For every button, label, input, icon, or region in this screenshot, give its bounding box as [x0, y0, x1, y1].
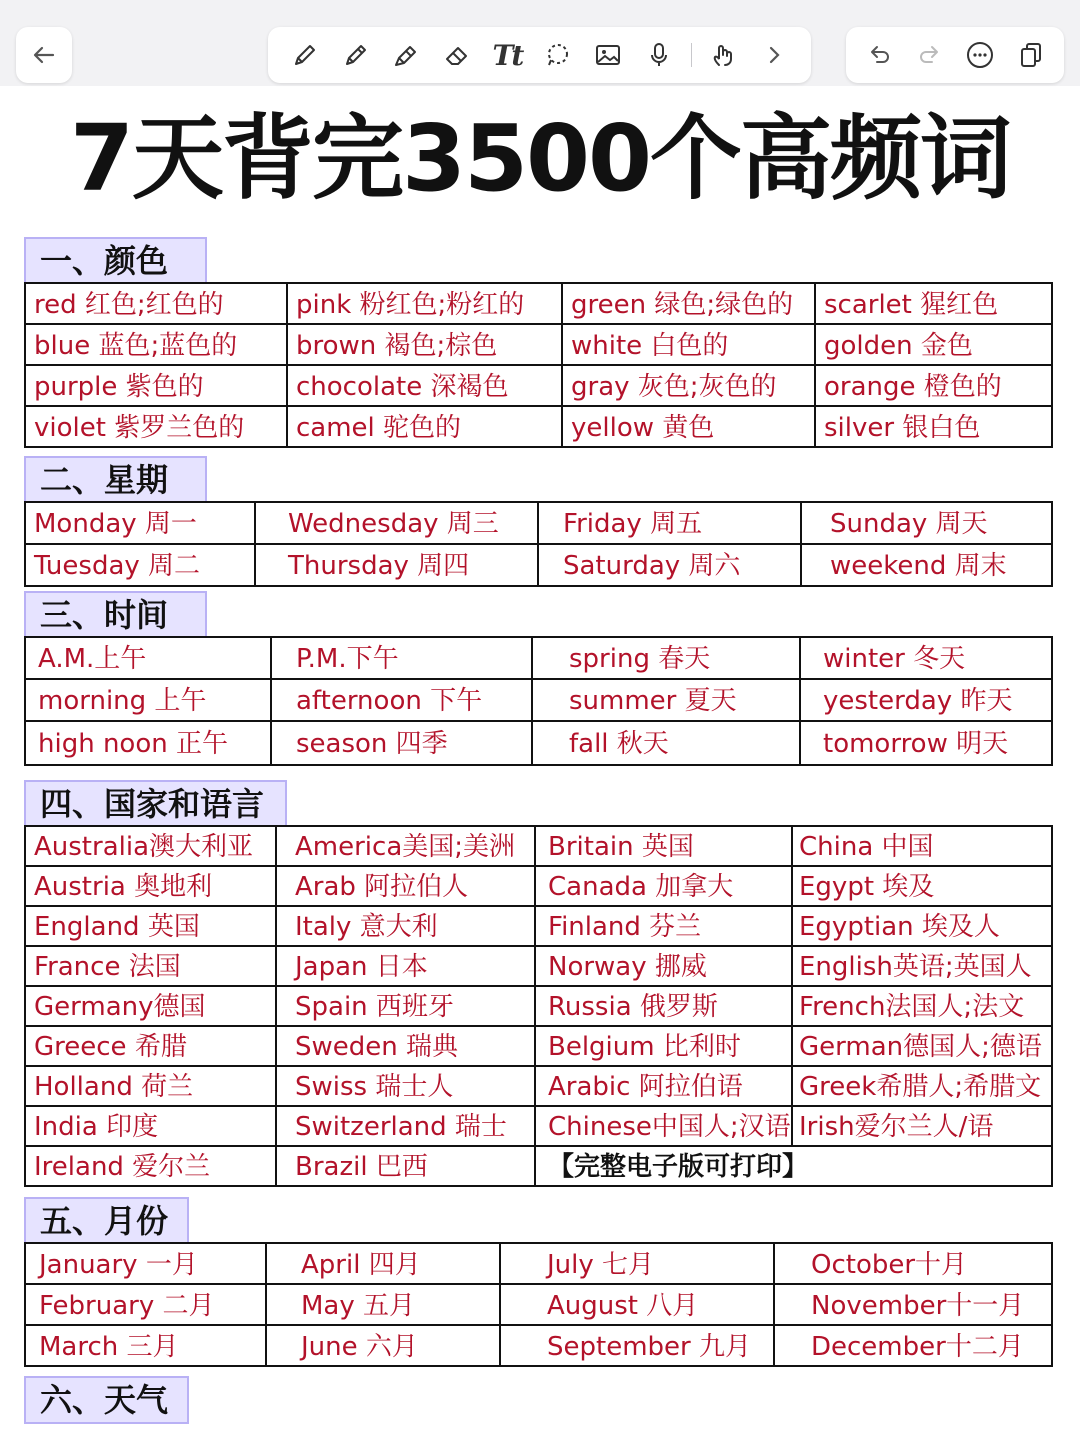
vocab-cell: purple 紫色的 — [25, 365, 287, 406]
vocab-cell: India 印度 — [25, 1106, 276, 1146]
vocab-cell: Sweden 瑞典 — [276, 1026, 535, 1066]
vocab-cell: Holland 荷兰 — [25, 1066, 276, 1106]
vocab-cell: French法国人;法文 — [792, 986, 1052, 1026]
vocab-cell: America美国;美洲 — [276, 826, 535, 866]
vocab-cell: Monday 周一 — [25, 502, 255, 544]
vocab-cell: Spain 西班牙 — [276, 986, 535, 1026]
vocab-cell: brown 褐色;棕色 — [287, 324, 562, 365]
table-row — [25, 679, 1052, 721]
back-arrow-icon — [25, 36, 63, 74]
vocab-cell: Switzerland 瑞士 — [276, 1106, 535, 1146]
vocab-cell: Saturday 周六 — [538, 544, 801, 586]
vocab-cell: December十二月 — [774, 1325, 1052, 1366]
vocab-cell: green 绿色;绿色的 — [562, 283, 815, 324]
table-row — [25, 986, 1052, 1026]
table-row — [25, 637, 1052, 679]
text-icon[interactable]: Tt — [492, 38, 523, 72]
vocab-cell: Egypt 埃及 — [792, 866, 1052, 906]
table-row — [25, 721, 1052, 765]
table-row — [25, 1325, 1052, 1366]
table-row — [25, 1146, 1052, 1186]
vocab-cell: France 法国 — [25, 946, 276, 986]
toolbar-separator — [691, 43, 692, 67]
section-label-weekdays: 二、星期 — [24, 456, 207, 502]
table-row — [25, 906, 1052, 946]
vocab-cell: yesterday 昨天 — [800, 679, 1052, 721]
vocab-cell: orange 橙色的 — [815, 365, 1052, 406]
vocab-cell: Wednesday 周三 — [255, 502, 538, 544]
vocab-cell: spring 春天 — [532, 637, 800, 679]
vocab-cell: Arab 阿拉伯人 — [276, 866, 535, 906]
table-row — [25, 365, 1052, 406]
table-row — [25, 1106, 1052, 1146]
vocab-cell: Greece 希腊 — [25, 1026, 276, 1066]
vocab-cell: Greek希腊人;希腊文 — [792, 1066, 1052, 1106]
vocab-cell: May 五月 — [266, 1284, 500, 1325]
table-row — [25, 324, 1052, 365]
vocab-cell: March 三月 — [25, 1325, 266, 1366]
page-actions — [846, 27, 1064, 83]
microphone-icon[interactable] — [640, 36, 678, 74]
vocab-cell: pink 粉红色;粉红的 — [287, 283, 562, 324]
vocab-cell: season 四季 — [271, 721, 532, 765]
vocab-table-countries — [24, 825, 1053, 1187]
vocab-cell: high noon 正午 — [25, 721, 271, 765]
redo-icon[interactable] — [911, 36, 949, 74]
vocab-cell: golden 金色 — [815, 324, 1052, 365]
section-label-colors: 一、颜色 — [24, 237, 207, 283]
vocab-cell: October十月 — [774, 1243, 1052, 1284]
vocab-cell: Brazil 巴西 — [276, 1146, 535, 1186]
vocab-cell: English英语;英国人 — [792, 946, 1052, 986]
vocab-cell: April 四月 — [266, 1243, 500, 1284]
section-label-time: 三、时间 — [24, 591, 207, 637]
table-row — [25, 283, 1052, 324]
table-row — [25, 826, 1052, 866]
vocab-cell: P.M.下午 — [271, 637, 532, 679]
vocab-cell: China 中国 — [792, 826, 1052, 866]
vocab-cell: August 八月 — [500, 1284, 774, 1325]
vocab-cell: September 九月 — [500, 1325, 774, 1366]
back-button[interactable] — [16, 27, 72, 83]
vocab-cell: Australia澳大利亚 — [25, 826, 276, 866]
image-icon[interactable] — [589, 36, 627, 74]
vocab-cell: silver 银白色 — [815, 406, 1052, 447]
section-label-countries: 四、国家和语言 — [24, 780, 287, 826]
table-row — [25, 1284, 1052, 1325]
vocab-cell: Germany德国 — [25, 986, 276, 1026]
vocab-cell: January 一月 — [25, 1243, 266, 1284]
table-row — [25, 946, 1052, 986]
vocab-cell: Chinese中国人;汉语 — [535, 1106, 792, 1146]
vocab-cell: Canada 加拿大 — [535, 866, 792, 906]
section-label-months: 五、月份 — [24, 1197, 189, 1243]
vocab-cell: chocolate 深褐色 — [287, 365, 562, 406]
vocab-cell: yellow 黄色 — [562, 406, 815, 447]
vocab-cell: scarlet 猩红色 — [815, 283, 1052, 324]
vocab-cell: Austria 奥地利 — [25, 866, 276, 906]
table-row — [25, 406, 1052, 447]
vocab-cell: violet 紫罗兰色的 — [25, 406, 287, 447]
vocab-cell: Britain 英国 — [535, 826, 792, 866]
vocab-table-weekdays — [24, 501, 1053, 587]
table-row — [25, 544, 1052, 586]
vocab-cell: Arabic 阿拉伯语 — [535, 1066, 792, 1106]
vocab-cell: Italy 意大利 — [276, 906, 535, 946]
vocab-cell: blue 蓝色;蓝色的 — [25, 324, 287, 365]
vocab-cell: Swiss 瑞士人 — [276, 1066, 535, 1106]
vocab-cell: A.M.上午 — [25, 637, 271, 679]
vocab-cell: afternoon 下午 — [271, 679, 532, 721]
vocab-cell: Finland 芬兰 — [535, 906, 792, 946]
chevron-right-icon[interactable] — [755, 36, 793, 74]
vocab-cell: July 七月 — [500, 1243, 774, 1284]
vocab-cell: Thursday 周四 — [255, 544, 538, 586]
vocab-cell: German德国人;德语 — [792, 1026, 1052, 1066]
highlighter-icon[interactable] — [387, 36, 425, 74]
vocab-cell: Ireland 爱尔兰 — [25, 1146, 276, 1186]
vocab-cell: weekend 周末 — [801, 544, 1052, 586]
vocab-cell: Egyptian 埃及人 — [792, 906, 1052, 946]
pages-icon[interactable] — [1012, 36, 1050, 74]
undo-icon[interactable] — [860, 36, 898, 74]
table-row — [25, 1243, 1052, 1284]
vocab-cell: summer 夏天 — [532, 679, 800, 721]
vocab-cell: fall 秋天 — [532, 721, 800, 765]
vocab-cell: February 二月 — [25, 1284, 266, 1325]
vocab-cell: Japan 日本 — [276, 946, 535, 986]
print-note: 【完整电子版可打印】 — [535, 1146, 1052, 1186]
vocab-cell: November十一月 — [774, 1284, 1052, 1325]
vocab-cell: Russia 俄罗斯 — [535, 986, 792, 1026]
finger-draw-icon[interactable] — [704, 36, 742, 74]
vocab-cell: Irish爱尔兰人/语 — [792, 1106, 1052, 1146]
vocab-cell: Norway 挪威 — [535, 946, 792, 986]
vocab-cell: red 红色;红色的 — [25, 283, 287, 324]
vocab-cell: Belgium 比利时 — [535, 1026, 792, 1066]
lasso-icon[interactable] — [539, 36, 577, 74]
vocab-cell: Sunday 周天 — [801, 502, 1052, 544]
app-toolbar — [0, 0, 1080, 86]
table-row — [25, 1026, 1052, 1066]
vocab-table-colors — [24, 282, 1053, 448]
more-icon[interactable] — [961, 36, 999, 74]
section-label-weather: 六、天气 — [24, 1376, 189, 1424]
table-row — [25, 1066, 1052, 1106]
vocab-cell: white 白色的 — [562, 324, 815, 365]
vocab-table-time — [24, 636, 1053, 766]
vocab-cell: winter 冬天 — [800, 637, 1052, 679]
vocab-table-months — [24, 1242, 1053, 1367]
vocab-cell: camel 驼色的 — [287, 406, 562, 447]
table-row — [25, 866, 1052, 906]
vocab-cell: tomorrow 明天 — [800, 721, 1052, 765]
eraser-icon[interactable] — [438, 36, 476, 74]
vocab-cell: June 六月 — [266, 1325, 500, 1366]
vocab-cell: Friday 周五 — [538, 502, 801, 544]
table-row — [25, 502, 1052, 544]
vocab-cell: England 英国 — [25, 906, 276, 946]
drawing-tools — [268, 27, 811, 83]
pencil-icon[interactable] — [286, 36, 324, 74]
pen-icon[interactable] — [337, 36, 375, 74]
page-title: 7天背完3500个高频词 — [69, 105, 1011, 212]
vocab-cell: morning 上午 — [25, 679, 271, 721]
vocab-cell: Tuesday 周二 — [25, 544, 255, 586]
vocab-cell: gray 灰色;灰色的 — [562, 365, 815, 406]
